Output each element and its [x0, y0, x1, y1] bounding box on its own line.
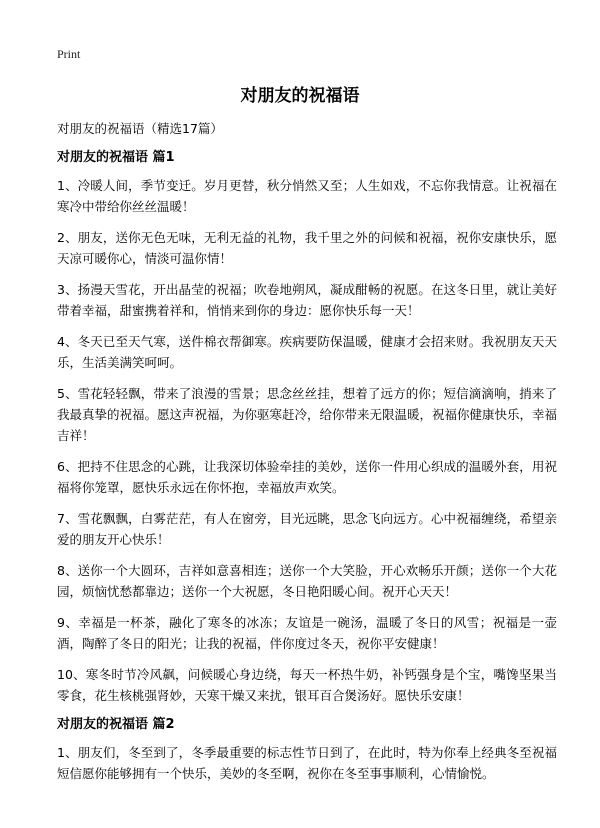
document-subtitle: 对朋友的祝福语（精选17篇）	[57, 121, 223, 136]
blessing-paragraph: 3、扬漫天雪花，开出晶莹的祝福；吹卷地朔风，凝成酣畅的祝愿。在这冬日里，就让美好带着幸福，甜蜜携着祥和，悄悄来到你的身边：愿你快乐每一天！	[57, 282, 557, 318]
section-2	[57, 716, 557, 784]
blessing-paragraph: 1、朋友们，冬至到了，冬季最重要的标志性节日到了，在此时，特为你奉上经典冬至祝福短信愿你能够拥有一个快乐，美妙的冬至啊，祝你在冬至事事顺利，心情愉悦。	[57, 745, 557, 781]
page-title: 对朋友的祝福语	[240, 86, 360, 106]
document-body	[57, 120, 557, 794]
blessing-paragraph: 6、把持不住思念的心跳，让我深切体验牵挂的美妙，送你一件用心织成的温暖外套，用祝福将你笼罩，愿快乐永远在你怀抱，幸福放声欢笑。	[57, 459, 557, 495]
blessing-paragraph: 9、幸福是一杯茶，融化了寒冬的冰冻；友谊是一碗汤，温暖了冬日的风雪；祝福是一壶酒，陶醉了冬日的阳光；让我的祝福，伴你度过冬天，祝你平安健康！	[57, 615, 557, 651]
section-heading: 对朋友的祝福语 篇1	[57, 150, 175, 165]
print-link[interactable]: Print	[57, 47, 81, 61]
blessing-paragraph: 1、冷暖人间，季节变迁。岁月更替，秋分悄然又至；人生如戏，不忘你我情意。让祝福在寒冷中带给你丝丝温暖！	[57, 178, 557, 214]
blessing-paragraph: 4、冬天已至天气寒，送件棉衣帮御寒。疾病要防保温暖，健康才会招来财。我祝朋友天天乐，生活美满笑呵呵。	[57, 334, 557, 370]
blessing-paragraph: 8、送你一个大圆环，吉祥如意喜相连；送你一个大笑脸，开心欢畅乐开颜；送你一个大花园，烦恼忧愁都靠边；送你一个大祝愿，冬日艳阳暖心间。祝开心天天！	[57, 563, 557, 599]
blessing-paragraph: 10、寒冬时节冷风飙，问候暖心身边绕，每天一杯热牛奶，补钙强身是个宝，嘴馋坚果当零食，花生核桃强肾妙，天寒干燥又来扰，银耳百合煲汤好。愿快乐安康！	[57, 667, 557, 703]
section-1	[57, 149, 557, 706]
section-heading: 对朋友的祝福语 篇2	[57, 717, 175, 732]
blessing-paragraph: 5、雪花轻轻飘，带来了浪漫的雪景；思念丝丝挂，想着了远方的你；短信滴滴响，捎来了我最真挚的祝福。愿这声祝福，为你驱寒赶冷，给你带来无限温暖，祝福你健康快乐，幸福吉祥！	[57, 386, 558, 443]
blessing-paragraph: 2、朋友，送你无色无味，无利无益的礼物，我千里之外的问候和祝福，祝你安康快乐，愿天凉可暖你心，情淡可温你情！	[57, 230, 557, 266]
blessing-paragraph: 7、雪花飘飘，白雾茫茫，有人在窗旁，目光远眺，思念飞向远方。心中祝福缠绕，希望亲爱的朋友开心快乐！	[57, 511, 557, 547]
